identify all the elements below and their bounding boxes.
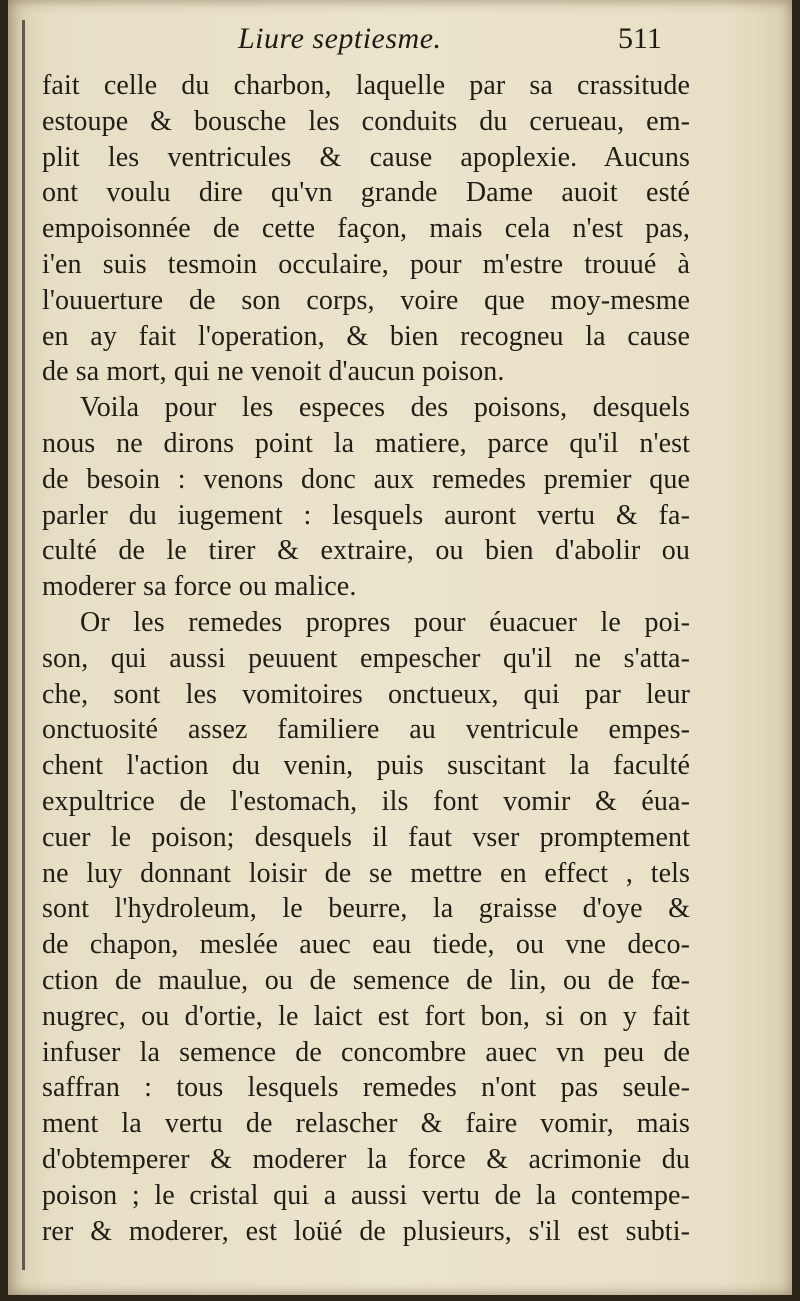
text-line: moderer sa force ou malice. bbox=[42, 571, 357, 603]
text-line: d'obtemperer & moderer la force & acrimonie du bbox=[42, 1143, 690, 1175]
text-line: estoupe & bousche les conduits du cerueau, em- bbox=[42, 105, 690, 137]
text-line: nugrec, ou d'ortie, le laict est fort bon, si on y fait bbox=[42, 1000, 690, 1032]
page-number: 511 bbox=[618, 22, 662, 55]
text-line: cuer le poison; desquels il faut vser promptement bbox=[42, 821, 690, 853]
page-header bbox=[8, 22, 792, 66]
text-line: che, sont les vomitoires onctueux, qui par leur bbox=[42, 678, 690, 710]
text-line: de chapon, meslée auec eau tiede, ou vne deco- bbox=[42, 929, 690, 961]
body-text bbox=[42, 68, 690, 1249]
text-line: ction de maulue, ou de semence de lin, ou de fœ- bbox=[42, 964, 690, 996]
text-line: infuser la semence de concombre auec vn peu de bbox=[42, 1036, 690, 1068]
text-line: ne luy donnant loisir de se mettre en effect , tels bbox=[42, 857, 690, 889]
text-line: son, qui aussi peuuent empescher qu'il ne s'atta- bbox=[42, 642, 690, 674]
running-head: Liure septiesme. bbox=[238, 22, 442, 55]
text-line: plit les ventricules & cause apoplexie. Aucuns bbox=[42, 141, 690, 173]
text-line: de sa mort, qui ne venoit d'aucun poison. bbox=[42, 356, 505, 388]
text-line: parler du iugement : lesquels auront vertu & fa- bbox=[42, 499, 690, 531]
text-line: saffran : tous lesquels remedes n'ont pas seule- bbox=[42, 1072, 690, 1104]
text-line: expultrice de l'estomach, ils font vomir & éua- bbox=[42, 785, 690, 817]
book-page bbox=[8, 0, 792, 1295]
paragraph-start-line: Or les remedes propres pour éuacuer le poi- bbox=[80, 606, 690, 638]
text-line: ont voulu dire qu'vn grande Dame auoit esté bbox=[42, 177, 690, 209]
text-line: i'en suis tesmoin occulaire, pour m'estre trouué à bbox=[42, 248, 690, 280]
text-line: empoisonnée de cette façon, mais cela n'est pas, bbox=[42, 213, 690, 245]
text-line: de besoin : venons donc aux remedes premier que bbox=[42, 463, 690, 495]
text-line: poison ; le cristal qui a aussi vertu de la contempe- bbox=[42, 1179, 690, 1211]
text-line: sont l'hydroleum, le beurre, la graisse d'oye & bbox=[42, 893, 690, 925]
text-line: fait celle du charbon, laquelle par sa crassitude bbox=[42, 70, 690, 101]
text-line: culté de le tirer & extraire, ou bien d'abolir ou bbox=[42, 535, 690, 567]
paragraph-start-line: Voila pour les especes des poisons, desquels bbox=[80, 392, 690, 424]
text-line: ment la vertu de relascher & faire vomir, mais bbox=[42, 1108, 690, 1140]
text-line: nous ne dirons point la matiere, parce qu'il n'est bbox=[42, 427, 690, 459]
binding-edge bbox=[22, 20, 25, 1270]
text-line: rer & moderer, est loüé de plusieurs, s'il est subti- bbox=[42, 1215, 690, 1247]
text-line: onctuosité assez familiere au ventricule empes- bbox=[42, 714, 690, 746]
text-line: l'ouuerture de son corps, voire que moy-mesme bbox=[42, 284, 690, 316]
text-line: chent l'action du venin, puis suscitant la faculté bbox=[42, 750, 690, 782]
text-line: en ay fait l'operation, & bien recogneu la cause bbox=[42, 320, 690, 352]
